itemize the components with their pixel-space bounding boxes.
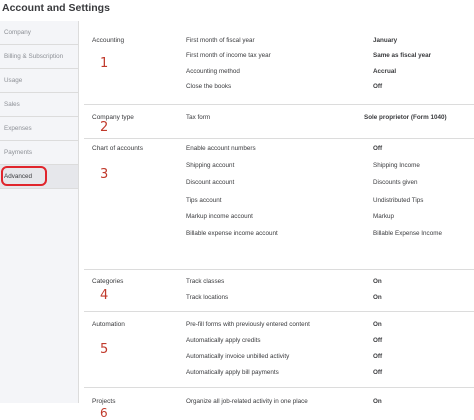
setting-row [186,294,474,310]
setting-value: Accrual [373,68,397,75]
section-label: Projects [92,398,116,405]
setting-value: Discounts given [373,179,418,186]
setting-label: Pre-fill forms with previously entered content [186,321,310,328]
annotation-number: 5 [100,342,109,357]
section-projects[interactable] [84,388,474,420]
setting-value: Billable Expense Income [373,230,442,237]
setting-label: Tips account [186,197,222,204]
setting-row [186,278,474,294]
setting-value: Undistributed Tips [373,197,424,204]
section-label: Accounting [92,37,125,44]
setting-row [186,83,474,99]
setting-value: Off [373,83,383,90]
setting-value: Same as fiscal year [373,52,432,59]
setting-label: First month of fiscal year [186,37,255,44]
setting-row [186,68,474,84]
section-label: Company type [92,114,134,121]
setting-label: Discount account [186,179,235,186]
setting-label: First month of income tax year [186,52,271,59]
annotation-number: 3 [100,167,109,182]
setting-row [186,213,474,229]
setting-row [186,230,474,246]
setting-label: Markup income account [186,213,253,220]
highlight-outline [1,166,47,186]
setting-row [186,145,474,161]
setting-row [186,369,474,385]
setting-label: Automatically invoice unbilled activity [186,353,290,360]
setting-value: On [373,321,382,328]
sidebar-item-advanced[interactable] [0,165,78,189]
setting-row [186,197,474,213]
sidebar-item-advanced-label: Advanced [4,173,33,180]
section-label: Automation [92,321,125,328]
setting-label: Enable account numbers [186,145,256,152]
setting-label: Automatically apply bill payments [186,369,279,376]
section-categories[interactable] [84,270,474,312]
setting-row [186,162,474,178]
setting-row [186,353,474,369]
section-company-type[interactable] [84,105,474,139]
setting-value: Off [373,353,383,360]
setting-row [186,321,474,337]
sidebar-item-payments[interactable]: Payments [0,141,78,165]
section-label: Chart of accounts [92,145,143,152]
setting-row [186,114,474,130]
section-accounting[interactable] [84,21,474,105]
setting-label: Shipping account [186,162,235,169]
annotation-number: 6 [100,406,108,420]
setting-row [186,179,474,195]
setting-value: Sole proprietor (Form 1040) [364,114,447,121]
section-chart-of-accounts[interactable] [84,139,474,270]
setting-label: Billable expense income account [186,230,278,237]
setting-value: Markup [373,213,394,220]
settings-main [78,21,474,420]
setting-value: Off [373,369,383,376]
annotation-number: 4 [100,288,109,303]
setting-row [186,398,474,414]
sidebar-item-expenses[interactable]: Expenses [0,117,78,141]
section-automation[interactable] [84,312,474,388]
setting-label: Close the books [186,83,232,90]
setting-row [186,337,474,353]
page-title: Account and Settings [2,2,110,14]
setting-value: Shipping Income [373,162,420,169]
setting-value: Off [373,337,383,344]
setting-value: Off [373,145,383,152]
setting-row [186,37,474,53]
annotation-number: 2 [100,120,109,135]
setting-label: Tax form [186,114,211,121]
setting-value: January [373,37,398,44]
sidebar-item-company[interactable]: Company [0,21,78,45]
sidebar-item-billing[interactable]: Billing & Subscription [0,45,78,69]
sidebar-item-usage[interactable]: Usage [0,69,78,93]
setting-row [186,52,474,68]
setting-label: Track locations [186,294,229,301]
section-label: Categories [92,278,124,285]
setting-value: On [373,294,382,301]
setting-value: On [373,398,382,405]
setting-label: Automatically apply credits [186,337,261,344]
settings-sidebar [0,21,79,403]
annotation-number: 1 [100,56,109,71]
setting-label: Track classes [186,278,225,285]
setting-label: Organize all job-related activity in one place [186,398,308,405]
setting-label: Accounting method [186,68,240,75]
setting-value: On [373,278,382,285]
sidebar-item-sales[interactable]: Sales [0,93,78,117]
